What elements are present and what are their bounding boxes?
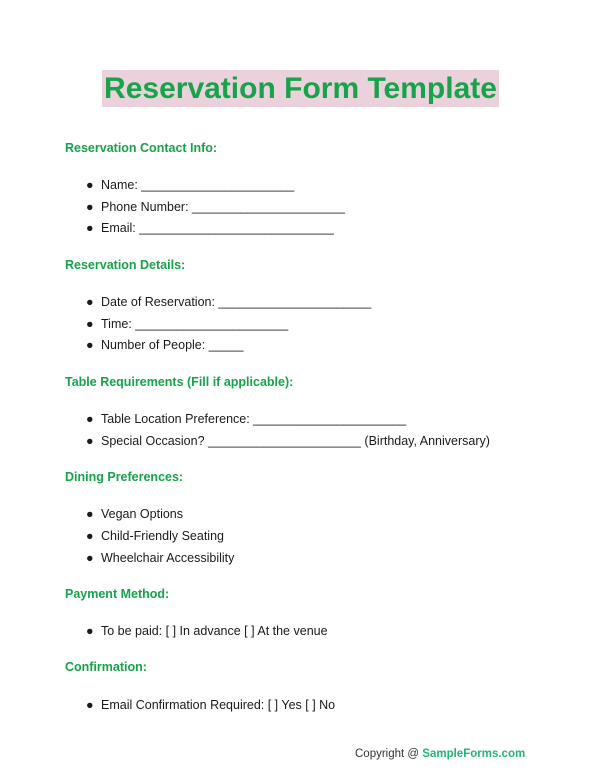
item-text: Table Location Preference: ______________________: [101, 412, 407, 426]
list-item-name: [86, 178, 294, 192]
bullet-icon: ●: [86, 624, 94, 638]
item-text: Special Occasion? ______________________ (Birthday, Anniversary): [101, 434, 490, 448]
bullet-icon: ●: [86, 178, 94, 192]
bullet-icon: ●: [86, 200, 94, 214]
bullet-icon: ●: [86, 529, 94, 543]
list-item-payment: [86, 624, 328, 638]
list-item-date: [86, 295, 371, 309]
section-heading-dining: Dining Preferences:: [65, 470, 184, 484]
list-item-occasion: [86, 434, 490, 448]
section-heading-details: Reservation Details:: [65, 258, 186, 272]
bullet-icon: ●: [86, 295, 94, 309]
bullet-icon: ●: [86, 338, 94, 352]
item-text: Number of People: _____: [101, 338, 244, 352]
bullet-icon: ●: [86, 434, 94, 448]
bullet-icon: ●: [86, 551, 94, 565]
section-heading-confirmation: Confirmation:: [65, 660, 147, 674]
section-heading-contact: Reservation Contact Info:: [65, 141, 218, 155]
brand-link[interactable]: SampleForms.com: [422, 748, 526, 760]
item-text: Vegan Options: [101, 507, 184, 521]
list-item-people: [86, 338, 243, 352]
bullet-icon: ●: [86, 412, 94, 426]
list-item-confirmation: [86, 698, 335, 712]
list-item-location: [86, 412, 406, 426]
copyright-prefix: Copyright @: [355, 748, 423, 760]
list-item-child: [86, 529, 224, 543]
item-text: Child-Friendly Seating: [101, 529, 224, 543]
item-text: Wheelchair Accessibility: [101, 551, 235, 565]
copyright-footer: [355, 748, 525, 760]
item-text: Date of Reservation: ______________________: [101, 295, 372, 309]
title-wrapper: [0, 70, 601, 107]
page-title: Reservation Form Template: [104, 72, 497, 105]
item-text: Time: ______________________: [101, 317, 289, 331]
section-heading-table: Table Requirements (Fill if applicable):: [65, 375, 294, 389]
list-item-time: [86, 317, 288, 331]
item-text: Email Confirmation Required: [ ] Yes [ ] No: [101, 698, 336, 712]
bullet-icon: ●: [86, 507, 94, 521]
item-text: Phone Number: ______________________: [101, 200, 345, 214]
bullet-icon: ●: [86, 698, 94, 712]
item-text: To be paid: [ ] In advance [ ] At the venue: [101, 624, 328, 638]
list-item-vegan: [86, 507, 183, 521]
list-item-wheelchair: [86, 551, 234, 565]
section-heading-payment: Payment Method:: [65, 587, 170, 601]
bullet-icon: ●: [86, 317, 94, 331]
bullet-icon: ●: [86, 221, 94, 235]
list-item-phone: [86, 200, 345, 214]
item-text: Email: ____________________________: [101, 221, 334, 235]
list-item-email: [86, 221, 334, 235]
item-text: Name: ______________________: [101, 178, 295, 192]
